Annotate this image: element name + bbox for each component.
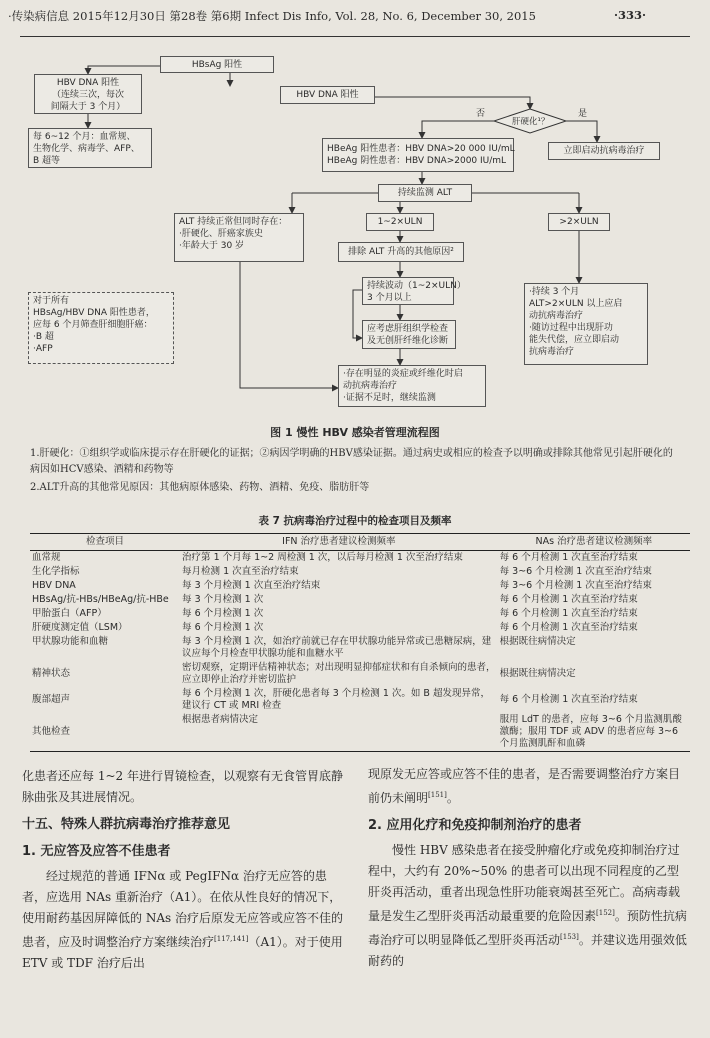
persistent-fluctuation-box: 持续波动（1~2×ULN） 3 个月以上 [362,277,454,305]
uln-gt2-box: >2×ULN [548,213,610,231]
cell-ifn: 每 6 个月检测 1 次，肝硬化患者每 3 个月检测 1 次。如 B 超发现异常，建议行 CT 或 MRI 检查 [182,688,490,711]
exclude-causes-box: 排除 ALT 升高的其他原因² [338,242,464,262]
col-header-nas: NAs 治疗患者建议检测频率 [535,536,653,547]
table-row [30,635,690,661]
table-header-row [30,534,690,551]
cell-nas: 每 3~6 个月检测 1 次直至治疗结束 [499,580,652,591]
running-header: ·传染病信息 2015年12月30日 第28卷 第6期 Infect Dis Info, Vol. 28, No. 6, December 30, 2015 [8,9,536,23]
inflammation-box: ·存在明显的炎症或纤维化时启 动抗病毒治疗 ·证据不足时，继续监测 [338,365,486,407]
cell-ifn: 每 6 个月检测 1 次 [182,608,264,619]
cell-item: HBsAg/抗-HBs/HBeAg/抗-HBe [32,594,169,605]
exam-frequency-table [30,533,690,752]
right-column [368,764,690,972]
alt-normal-box: ALT 持续正常但同时存在： ·肝硬化、肝癌家族史 ·年龄大于 30 岁 [174,213,304,262]
monitor-alt-box: 持续监测 ALT [378,184,472,202]
cell-ifn: 治疗第 1 个月每 1~2 周检测 1 次，以后每月检测 1 次至治疗结束 [182,552,463,563]
cell-ifn: 根据患者病情决定 [182,714,259,725]
citation: [153] [560,933,579,941]
table-row [30,593,690,607]
section-heading: 十五、特殊人群抗病毒治疗推荐意见 [22,817,231,832]
citation: [152] [596,909,615,917]
subsection-heading: 2. 应用化疗和免疫抑制剂治疗的患者 [368,818,582,833]
uln-1-2-box: 1~2×ULN [366,213,434,231]
hbsag-positive-box: HBsAg 阳性 [160,56,274,73]
cell-nas: 每 6 个月检测 1 次直至治疗结束 [499,608,638,619]
left-column [22,766,344,974]
table-row [30,579,690,593]
periodic-monitoring-box: 每 6~12 个月：血常规、 生物化学、病毒学、AFP、 B 超等 [28,128,152,168]
paragraph: 经过规范的普通 IFNα 或 PegIFNα 治疗无应答的患者，应选用 NAs 重新治疗（A1）。在依从性良好的情况下，使用耐药基因屏障低的 NAs 治疗后原发无应答或应答不佳的患者，应及时调整治疗方案继续治疗[117,141]（A1）。对于使用 ETV 或 TDF 治疗后出 [22,869,343,970]
cell-nas: 每 6 个月检测 1 次直至治疗结束 [499,622,638,633]
gt2-uln-guidance-box: ·持续 3 个月 ALT>2×ULN 以上应启 动抗病毒治疗 ·随访过程中出现肝功 能失代偿，应立即启动 抗病毒治疗 [524,283,648,365]
cell-item: HBV DNA [32,580,76,591]
cell-item: 腹部超声 [32,694,71,705]
table-caption: 表 7 抗病毒治疗过程中的检查项目及频率 [258,515,452,527]
dna-positive-repeated-box: HBV DNA 阳性 （连续三次，每次 间隔大于 3 个月） [34,74,142,114]
biopsy-box: 应考虑肝组织学检查 及无创肝纤维化诊断 [362,320,456,349]
cell-item: 其他检查 [32,726,71,737]
cell-item: 精神状态 [32,668,71,679]
table-row [30,713,690,752]
citation: [151] [428,791,447,799]
cell-nas: 每 6 个月检测 1 次直至治疗结束 [499,594,638,605]
hcc-screening-box: 对于所有 HBsAg/HBV DNA 阳性患者， 应每 6 个月筛查肝细胞肝癌： ·B 超 ·AFP [28,292,174,364]
table-row [30,607,690,621]
cell-ifn: 每 3 个月检测 1 次 [182,594,264,605]
start-treatment-box: 立即启动抗病毒治疗 [548,142,660,160]
figure-caption: 图 1 慢性 HBV 感染者管理流程图 [270,426,440,439]
cell-item: 血常规 [32,552,61,563]
branch-yes-label: 是 [578,109,588,119]
cell-ifn: 每 6 个月检测 1 次 [182,622,264,633]
cell-nas: 每 3~6 个月检测 1 次直至治疗结束 [499,566,652,577]
table-row [30,687,690,713]
cell-item: 生化学指标 [32,566,80,577]
table-row [30,661,690,687]
col-header-item: 检查项目 [86,536,125,547]
cell-item: 肝硬度测定值（LSM） [32,622,128,633]
cell-nas: 服用 LdT 的患者，应每 3~6 个月监测肌酸激酶；服用 TDF 或 ADV 的患者应每 3~6 个月监测肌酐和血磷 [499,714,682,749]
cell-nas: 根据既往病情决定 [499,636,576,647]
table-row [30,621,690,635]
cell-ifn: 每 3 个月检测 1 次直至治疗结束 [182,580,321,591]
cell-nas: 根据既往病情决定 [499,668,576,679]
branch-no-label: 否 [476,109,486,119]
dna-positive-box: HBV DNA 阳性 [280,86,375,104]
paragraph: 慢性 HBV 感染患者在接受肿瘤化疗或免疫抑制治疗过程中，大约有 20%~50% 的患者可以出现不同程度的乙型肝炎再活动，重者出现急性肝功能衰竭甚至死亡。高病毒载量是发生乙型肝炎再活动最重要的危险因素[152]。预防性抗病毒治疗可以明显降低乙型肝炎再活动[153]。并建议选用强效低耐药的 [368,843,687,968]
criteria-box: HBeAg 阳性患者：HBV DNA>20 000 IU/mL HBeAg 阴性患者：HBV DNA>2000 IU/mL [322,138,514,172]
figure-note-2: 2.ALT升高的其他常见原因：其他病原体感染、药物、酒精、免疫、脂肪肝等 [30,482,370,493]
paragraph: 现原发无应答或应答不佳的患者，是否需要调整治疗方案目前仍未阐明[151]。 [368,767,681,805]
citation: [117,141] [214,935,249,943]
paragraph: 化患者还应每 1~2 年进行胃镜检查，以观察有无食管胃底静脉曲张及其进展情况。 [22,769,343,804]
cirrhosis-decision: 肝硬化¹？ [512,117,550,127]
cell-item: 甲胎蛋白（AFP） [32,608,107,619]
table-row [30,551,690,566]
page-number: ·333· [614,8,647,22]
cell-item: 甲状腺功能和血糖 [32,636,109,647]
cell-ifn: 密切观察，定期评估精神状态；对出现明显抑郁症状和有自杀倾向的患者，应立即停止治疗并密切监护 [182,662,496,685]
cell-ifn: 每 3 个月检测 1 次，如治疗前就已存在甲状腺功能异常或已患糖尿病，建议应每个月检查甲状腺功能和血糖水平 [182,636,492,659]
figure-note-1: 1.肝硬化：①组织学或临床提示存在肝硬化的证据；②病因学明确的HBV感染证据。通过病史或相应的检查予以明确或排除其他常见引起肝硬化的病因如HCV感染、酒精和药物等 [30,448,673,475]
cell-nas: 每 6 个月检测 1 次直至治疗结束 [499,694,638,705]
cell-ifn: 每月检测 1 次直至治疗结束 [182,566,299,577]
subsection-heading: 1. 无应答及应答不佳患者 [22,844,171,859]
table-row [30,565,690,579]
cell-nas: 每 6 个月检测 1 次直至治疗结束 [499,552,638,563]
col-header-ifn: IFN 治疗患者建议检测频率 [282,536,396,547]
